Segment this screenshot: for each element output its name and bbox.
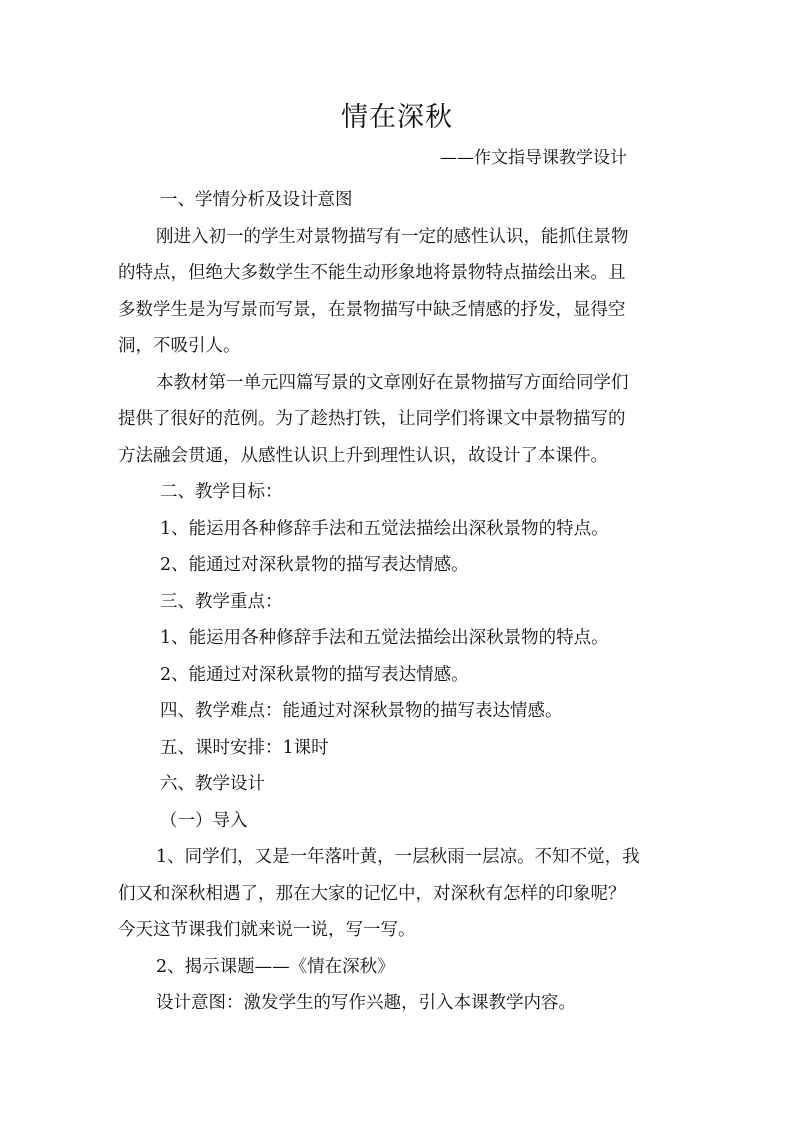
section-heading-2: 二、教学目标： [160,482,283,502]
paragraph-line-7: 方法融会贯通，从感性认识上升到理性认识，故设计了本课件。 [118,445,608,466]
section-heading-1: 一、学情分析及设计意图 [160,190,353,210]
section-heading-4: 四、教学难点：能通过对深秋景物的描写表达情感。 [160,701,563,721]
paragraph-line-5: 本教材第一单元四篇写景的文章刚好在景物描写方面给同学们 [156,372,629,393]
paragraph-line-1: 刚进入初一的学生对景物描写有一定的感性认识，能抓住景物 [156,226,629,247]
design-intent-line: 设计意图：激发学生的写作兴趣，引入本课教学内容。 [156,993,576,1013]
document-title: 情在深秋 [341,102,453,133]
topic-reveal-line: 2、揭示课题——《情在深秋》 [156,956,395,977]
focus-item-1: 1、能运用各种修辞手法和五觉法描绘出深秋景物的特点。 [160,628,609,648]
focus-item-2: 2、能通过对深秋景物的描写表达情感。 [160,664,469,685]
section-heading-5: 五、课时安排：1课时 [160,737,329,758]
objective-item-2: 2、能通过对深秋景物的描写表达情感。 [160,555,469,575]
paragraph-line-4: 洞，不吸引人。 [118,336,241,356]
paragraph-line-2: 的特点，但绝大多数学生不能生动形象地将景物特点描绘出来。且 [118,263,626,283]
document-body [118,182,683,1022]
document-subtitle: ——作文指导课教学设计 [440,148,627,168]
subsection-heading-1: （一）导入 [160,810,248,831]
paragraph-line-3: 多数学生是为写景而写景，在景物描写中缺乏情感的抒发，显得空 [118,299,626,320]
paragraph-line-9: 们又和深秋相遇了，那在大家的记忆中，对深秋有怎样的印象呢？ [118,883,626,904]
section-heading-6: 六、教学设计 [160,774,265,794]
paragraph-line-8: 1、同学们，又是一年落叶黄，一层秋雨一层凉。不知不觉，我 [156,847,640,867]
objective-item-1: 1、能运用各种修辞手法和五觉法描绘出深秋景物的特点。 [160,518,609,539]
section-heading-3: 三、教学重点： [160,591,283,612]
paragraph-line-6: 提供了很好的范例。为了趁热打铁，让同学们将课文中景物描写的 [118,409,626,429]
paragraph-line-10: 今天这节课我们就来说一说，写一写。 [118,920,416,940]
